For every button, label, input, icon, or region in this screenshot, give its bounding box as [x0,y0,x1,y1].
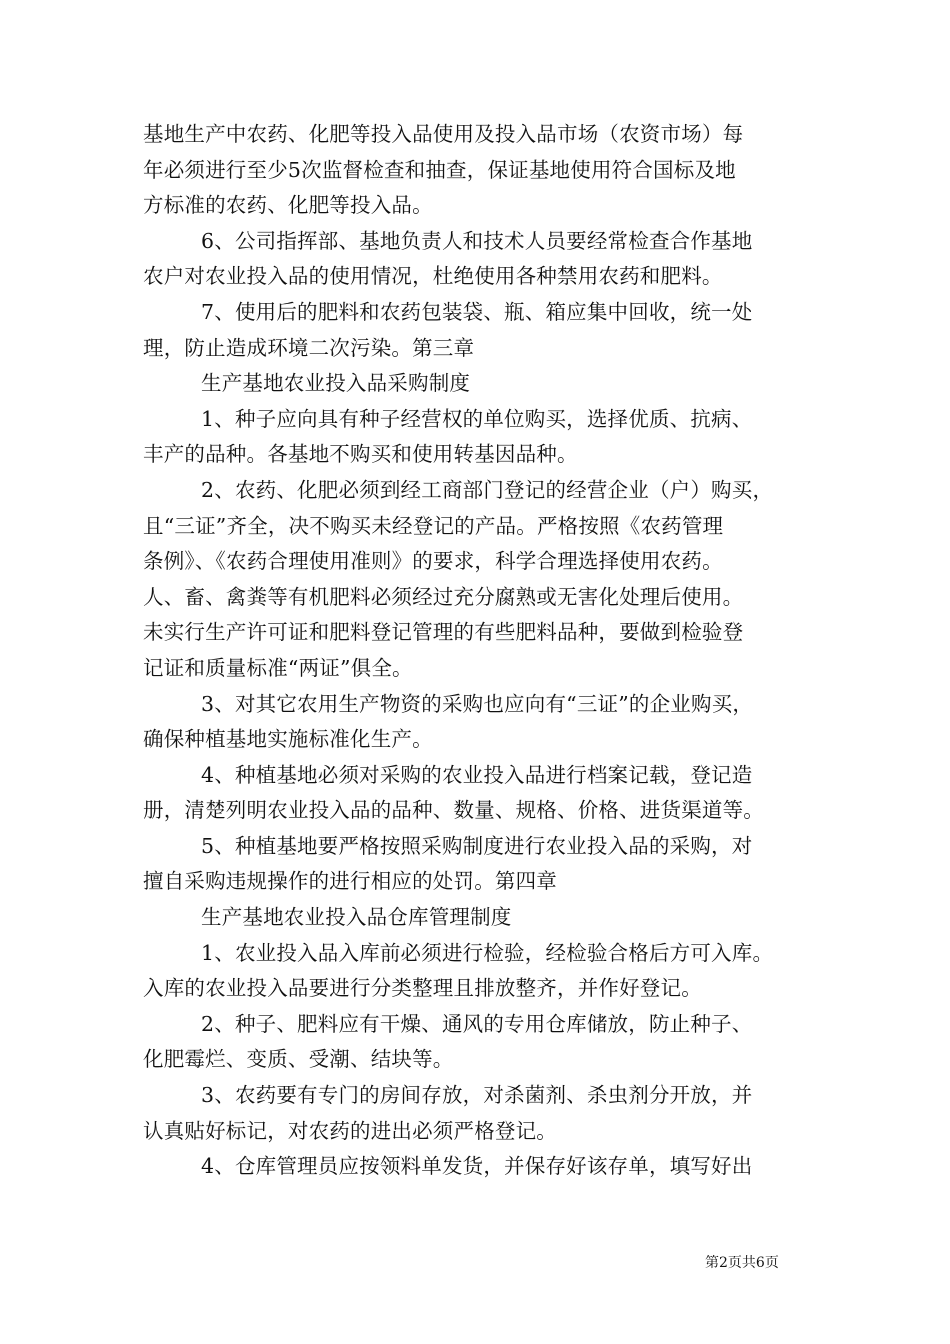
text-line: 1、种子应向具有种子经营权的单位购买，选择优质、抗病、 [201,406,753,431]
text-line: 4、仓库管理员应按领料单发货，并保存好该存单，填写好出 [201,1154,753,1179]
text-line: 1、农业投入品入库前必须进行检验，经检验合格后方可入库。 [201,940,774,965]
text-line: 7、使用后的肥料和农药包装袋、瓶、箱应集中回收，统一处 [201,299,753,324]
text-line: 方标准的农药、化肥等投入品。 [143,193,433,218]
text-line: 记证和质量标准“两证”俱全。 [143,655,413,680]
text-line: 未实行生产许可证和肥料登记管理的有些肥料品种，要做到检验登 [143,620,744,645]
text-line: 理，防止造成环境二次污染。第三章 [143,335,475,360]
text-line: 4、种植基地必须对采购的农业投入品进行档案记载，登记造 [201,762,753,787]
text-line: 2、农药、化肥必须到经工商部门登记的经营企业（户）购买， [201,477,774,502]
text-line: 确保种植基地实施标准化生产。 [143,727,433,752]
text-line: 认真贴好标记，对农药的进出必须严格登记。 [143,1118,557,1143]
text-line: 年必须进行至少5次监督检查和抽查，保证基地使用符合国标及地 [143,157,736,182]
text-line: 擅自采购违规操作的进行相应的处罚。第四章 [143,869,557,894]
text-line: 3、对其它农用生产物资的采购也应向有“三证”的企业购买， [201,691,754,716]
text-line: 6、公司指挥部、基地负责人和技术人员要经常检查合作基地 [201,228,753,253]
text-line: 人、畜、禽粪等有机肥料必须经过充分腐熟或无害化处理后使用。 [143,584,744,609]
text-line: 条例》、《农药合理使用准则》的要求，科学合理选择使用农药。 [143,549,723,574]
text-line: 3、农药要有专门的房间存放，对杀菌剂、杀虫剂分开放，并 [201,1083,753,1108]
text-line: 农户对农业投入品的使用情况，杜绝使用各种禁用农药和肥料。 [143,264,723,289]
text-line: 生产基地农业投入品仓库管理制度 [201,905,512,930]
page-number-footer: 第2页共6页 [705,1255,779,1271]
text-line: 基地生产中农药、化肥等投入品使用及投入品市场（农资市场）每 [143,122,744,146]
text-line: 2、种子、肥料应有干燥、通风的专用仓库储放，防止种子、 [201,1011,753,1036]
text-line: 化肥霉烂、变质、受潮、结块等。 [143,1047,454,1072]
text-line: 册，清楚列明农业投入品的品种、数量、规格、价格、进货渠道等。 [143,798,764,823]
text-line: 入库的农业投入品要进行分类整理且排放整齐，并作好登记。 [143,976,702,1001]
text-line: 生产基地农业投入品采购制度 [201,371,471,396]
document-body [143,117,823,1185]
text-line: 5、种植基地要严格按照采购制度进行农业投入品的采购，对 [201,833,753,858]
text-line: 丰产的品种。各基地不购买和使用转基因品种。 [143,442,578,467]
text-line: 且“三证”齐全，决不购买未经登记的产品。严格按照《农药管理 [143,513,724,538]
